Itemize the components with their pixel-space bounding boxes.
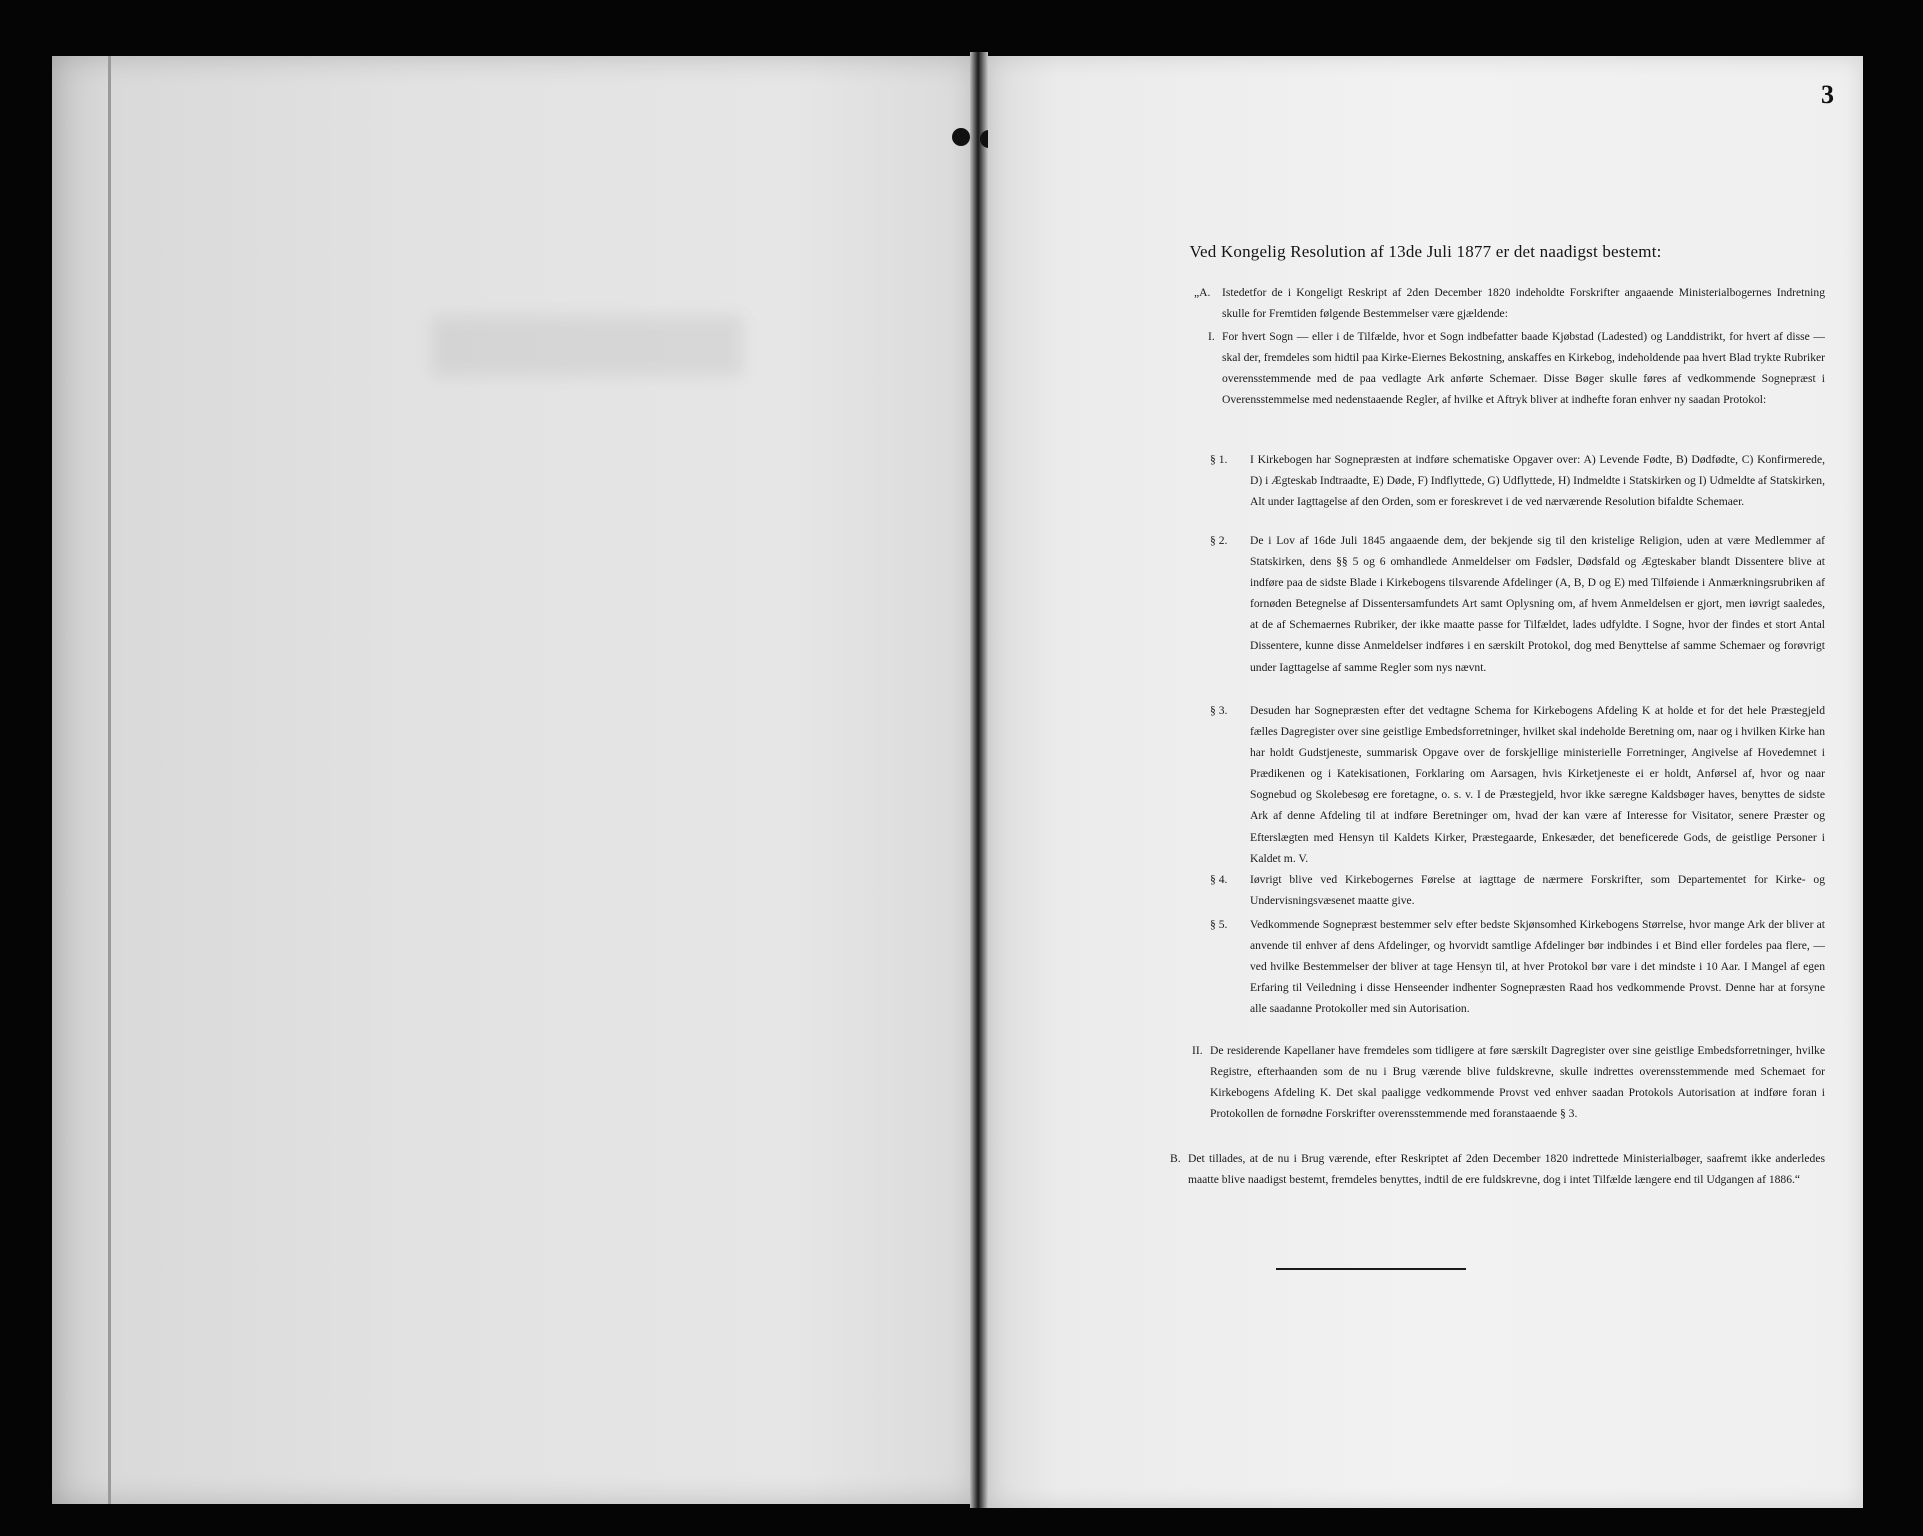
paragraph-5-text: Vedkommende Sognepræst bestemmer selv efter bedste Skjønsomhed Kirkebogens Størrelse, hvor mange Ark der bliver at anvende til enhver af dens Afdelinger, og hvorvidt samtlige Afdelinger bør indbindes i et Bind eller fordeles paa flere, — ved hvilke Bestemmelser der bliver at tage Hensyn til, at hver Protokol bør vare i det mindste i 10 Aar. I Mangel af egen Erfaring til Veiledning i disse Henseender indhenter Sognepræsten Raad hos vedkommende Provst. Denne har at forsyne alle saadanne Protokoller med sin Autorisation. [1250, 918, 1825, 1016]
section-a-text: Istedetfor de i Kongeligt Reskript af 2den December 1820 indeholdte Forskrifter angaaende Ministerialbogernes Indretning skulle for Fremtiden følgende Bestemmelser være gjældende: [1222, 286, 1825, 321]
section-b-text: Det tillades, at de nu i Brug værende, efter Reskriptet af 2den December 1820 indrettede Ministerialbøger, saafremt ikke anderledes maatte blive naadigst bestemt, fremdeles benyttes, indtil de ere fuldskrevne, dog i intet Tilfælde længere end til Udgangen af 1886.“ [1188, 1152, 1825, 1187]
section-ii [1192, 1040, 1825, 1124]
resolution-title: Ved Kongelig Resolution af 13de Juli 1877 er det naadigst bestemt: [1189, 242, 1662, 261]
paragraph-5-marker: § 5. [1210, 918, 1228, 931]
left-page-edge [108, 56, 111, 1504]
right-page [988, 56, 1863, 1508]
paragraph-3 [1210, 700, 1825, 869]
section-a-marker: „A. [1194, 286, 1211, 299]
binding-hole [952, 128, 970, 146]
section-i-text: For hvert Sogn — eller i de Tilfælde, hvor et Sogn indbefatter baade Kjøbstad (Ladested) og Landdistrikt, for hvert af disse — skal der, fremdeles som hidtil paa Kirke-Eiernes Bekostning, anskaffes en Kirkebog, indeholdende paa hvert Blad trykte Rubriker overensstemmende med de paa vedlagte Ark anførte Schemaer. Disse Bøger skulle føres af vedkommende Sognepræst i Overensstemmelse med nedenstaaende Regler, af hvilke et Aftryk bliver at indhefte foran enhver ny saadan Protokol: [1222, 330, 1825, 407]
paragraph-2-text: De i Lov af 16de Juli 1845 angaaende dem, der bekjende sig til den kristelige Religion, uden at være Medlemmer af Statskirken, dens §§ 5 og 6 omhandlede Anmeldelser om Fødsler, Dødsfald og Ægteskaber blandt Dissentere blive at indføre paa de sidste Blade i Kirkebogens tilsvarende Afdelinger (A, B, D og E) med Tilføiende i Anmærkningsrubriken af fornøden Betegnelse af Dissentersamfundets Art samt Oplysning om, af hvem Anmeldelsen er gjort, men iøvrigt saaledes, at de af Schemaernes Rubriker, der ikke maatte passe for Tilfældet, lades udfyldte. I Sogne, hvor der findes et stort Antal Dissentere, kunne disse Anmeldelser indføres i en særskilt Protokol, dog med Benyttelse af samme Schemaer og forøvrigt under Iagttagelse af samme Regler som nys nævnt. [1250, 534, 1825, 674]
section-b-marker: B. [1170, 1152, 1181, 1165]
section-i-marker: I. [1208, 330, 1215, 343]
paragraph-1 [1210, 449, 1825, 512]
paragraph-4-text: Iøvrigt blive ved Kirkebogernes Førelse at iagttage de nærmere Forskrifter, som Departementet for Kirke- og Undervisningsvæsenet maatte give. [1250, 873, 1825, 908]
show-through-ghost [432, 316, 742, 376]
section-a [1194, 282, 1825, 324]
paragraph-3-text: Desuden har Sognepræsten efter det vedtagne Schema for Kirkebogens Afdeling K at holde et for det hele Præstegjeld fælles Dagregister over sine geistlige Embedsforretninger, hvilket skal indeholde Beretning om, naar og i hvilken Kirke han har holdt Gudstjeneste, summarisk Opgave over de forskjellige ministerielle Forretninger, Angivelse af Hovedemnet i Prædikenen og i Katekisationen, Forklaring om Aarsagen, hvis Kirketjeneste ei er holdt, Anførsel af, hvor og naar Sognebud og Skolebesøg ere foretagne, o. s. v. I de Præstegjeld, hvor ikke særegne Kaldsbøger haves, benyttes de sidste Ark af denne Afdeling til at indføre Beretninger om, hvad der kan være af Interesse for Visitator, senere Præster og Efterslægten med Hensyn til Kaldets Kirker, Præstegaarde, Enkesæder, det beneficerede Gods, de geistlige Personer i Kaldet m. V. [1250, 704, 1825, 865]
paragraph-4-marker: § 4. [1210, 873, 1228, 886]
paragraph-2 [1210, 530, 1825, 678]
paragraph-5 [1210, 914, 1825, 1019]
paragraph-3-marker: § 3. [1210, 704, 1228, 717]
left-page-blank [52, 56, 976, 1504]
closing-rule [1276, 1268, 1466, 1270]
page-number: 3 [1821, 80, 1834, 109]
book-gutter [970, 52, 988, 1508]
section-ii-marker: II. [1192, 1044, 1203, 1057]
section-ii-text: De residerende Kapellaner have fremdeles som tidligere at føre særskilt Dagregister over sine geistlige Embedsforretninger, hvilke Registre, efterhaanden som de nu i Brug værende blive fuldskrevne, skulle indrettes overensstemmende med Schemaet for Kirkebogens Afdeling K. Det skal paaligge vedkommende Provst ved enhver saadan Protokols Autorisation at indføre foran i Protokollen de fornødne Forskrifter overensstemmende med foranstaaende § 3. [1210, 1044, 1825, 1121]
section-i [1208, 326, 1825, 410]
paragraph-1-marker: § 1. [1210, 453, 1228, 466]
section-b [1170, 1148, 1825, 1190]
paragraph-2-marker: § 2. [1210, 534, 1228, 547]
paragraph-1-text: I Kirkebogen har Sognepræsten at indføre schematiske Opgaver over: A) Levende Fødte, B) Dødfødte, C) Konfirmerede, D) i Ægteskab Indtraadte, E) Døde, F) Indflyttede, G) Udflyttede, H) Indmeldte i Statskirken og I) Udmeldte af Statskirken, Alt under Iagttagelse af den Orden, som er foreskrevet i de ved nærværende Resolution bifaldte Schemaer. [1250, 453, 1825, 509]
paragraph-4 [1210, 869, 1825, 911]
